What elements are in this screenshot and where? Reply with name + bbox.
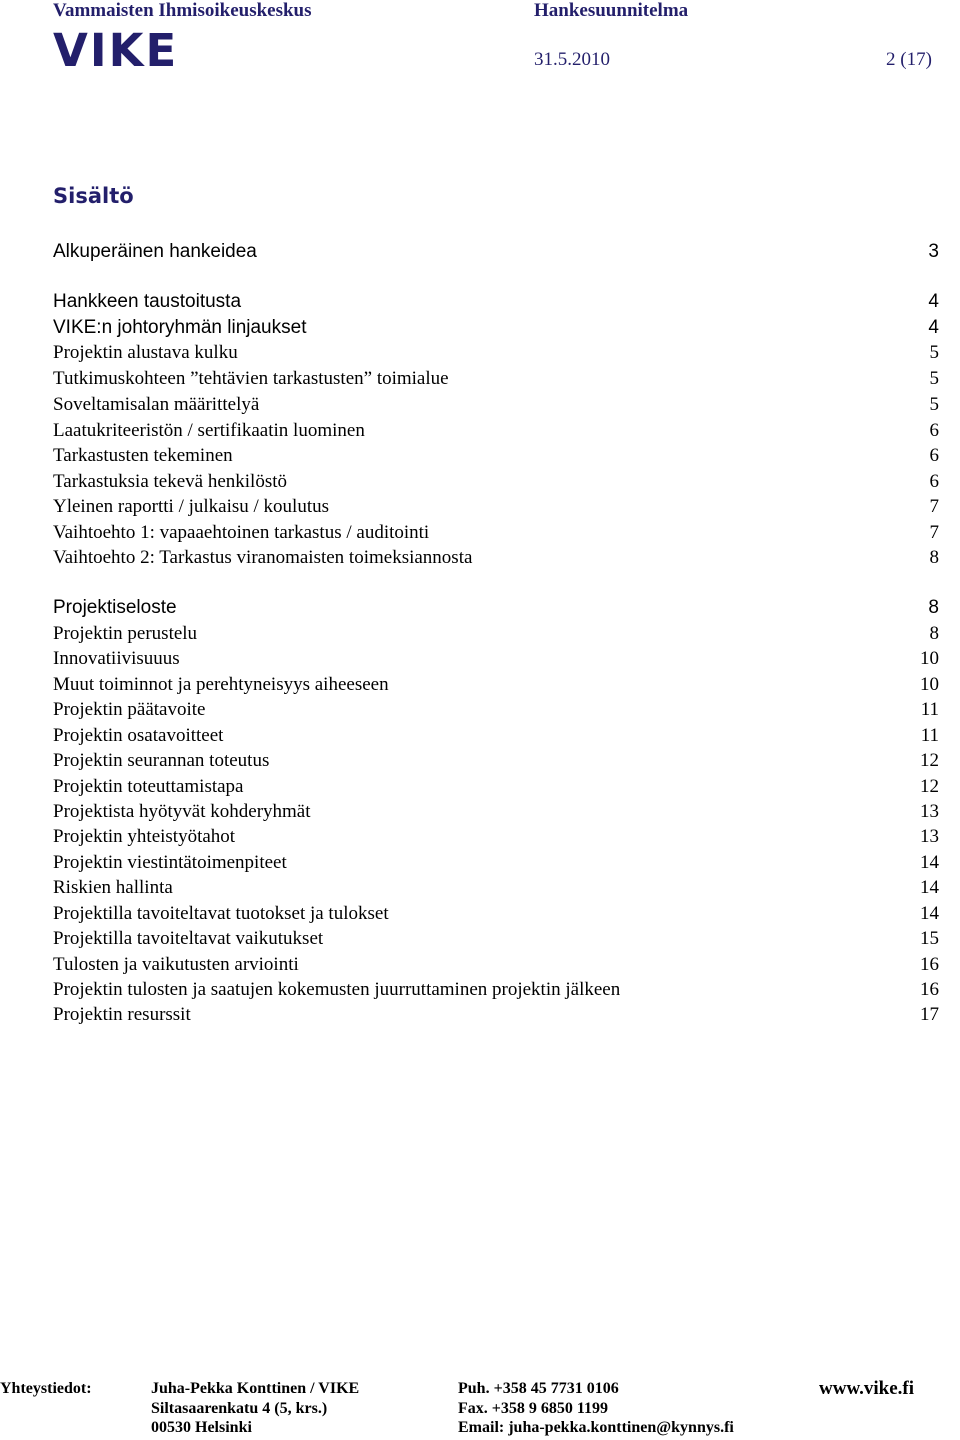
toc-entry[interactable]: [53, 445, 939, 470]
toc-entry[interactable]: [53, 317, 939, 342]
toc-entry-page: 11: [920, 725, 939, 746]
toc-entry-page: 10: [920, 674, 939, 695]
toc-entry[interactable]: [53, 394, 939, 419]
toc-entry-label: Projektin yhteistyötahot: [53, 826, 236, 847]
toc-entry[interactable]: [53, 826, 939, 851]
toc-entry[interactable]: [53, 954, 939, 979]
toc-entry[interactable]: [53, 979, 939, 1004]
toc-entry-label: Projektin toteuttamistapa: [53, 776, 244, 797]
toc-entry-label: Projektin osatavoitteet: [53, 725, 224, 746]
toc-entry-label: Tutkimuskohteen ”tehtävien tarkastusten” toimialue: [53, 368, 449, 389]
toc-entry-page: 8: [929, 623, 939, 644]
toc-entry[interactable]: [53, 648, 939, 673]
toc-entry[interactable]: [53, 496, 939, 521]
toc-entry[interactable]: [53, 750, 939, 775]
toc-entry-page: 8: [929, 547, 939, 568]
toc-entry-page: 16: [920, 954, 939, 975]
toc-entry-page: 12: [920, 750, 939, 771]
toc-entry-page: 5: [929, 368, 939, 389]
toc-entry[interactable]: [53, 342, 939, 367]
toc-entry[interactable]: [53, 776, 939, 801]
toc-entry[interactable]: [53, 241, 939, 266]
footer-fax: Fax. +358 9 6850 1199: [458, 1400, 609, 1417]
toc-entry[interactable]: [53, 368, 939, 393]
toc-entry[interactable]: [53, 597, 939, 622]
toc-entry[interactable]: [53, 420, 939, 445]
toc-entry-label: Projektista hyötyvät kohderyhmät: [53, 801, 311, 822]
footer-email[interactable]: Email: juha-pekka.konttinen@kynnys.fi: [458, 1419, 734, 1436]
toc-entry-label: Projektin tulosten ja saatujen kokemusten juurruttaminen projektin jälkeen: [53, 979, 621, 1000]
toc-entry-page: 4: [928, 291, 939, 312]
vike-logo: VIKE: [53, 24, 179, 77]
toc-entry-label: Projektilla tavoiteltavat tuotokset ja tulokset: [53, 903, 389, 924]
toc-entry-page: 4: [928, 317, 939, 338]
toc-entry-page: 14: [920, 903, 939, 924]
toc-entry-label: Projektilla tavoiteltavat vaikutukset: [53, 928, 324, 949]
toc-entry[interactable]: [53, 928, 939, 953]
header-date: 31.5.2010: [534, 49, 610, 70]
toc-entry-label: Alkuperäinen hankeidea: [53, 241, 257, 262]
toc-entry-page: 16: [920, 979, 939, 1000]
toc-entry-label: Tulosten ja vaikutusten arviointi: [53, 954, 299, 975]
toc-entry-page: 13: [920, 826, 939, 847]
toc-entry-label: Muut toiminnot ja perehtyneisyys aiheeseen: [53, 674, 389, 695]
toc-entry-page: 6: [929, 471, 939, 492]
toc-entry-label: Projektin päätavoite: [53, 699, 206, 720]
footer-label: Yhteystiedot:: [0, 1380, 92, 1397]
footer-phone: Puh. +358 45 7731 0106: [458, 1380, 619, 1397]
footer-name: Juha-Pekka Konttinen / VIKE: [151, 1380, 360, 1397]
toc-entry-page: 13: [920, 801, 939, 822]
toc-entry-label: Vaihtoehto 2: Tarkastus viranomaisten toimeksiannosta: [53, 547, 473, 568]
toc-entry-label: Riskien hallinta: [53, 877, 173, 898]
header-doc-type: Hankesuunnitelma: [534, 0, 689, 21]
toc-entry-label: VIKE:n johtoryhmän linjaukset: [53, 317, 307, 338]
toc-entry-label: Hankkeen taustoitusta: [53, 291, 242, 312]
toc-entry[interactable]: [53, 522, 939, 547]
footer-city: 00530 Helsinki: [151, 1419, 252, 1436]
toc-entry[interactable]: [53, 903, 939, 928]
toc-entry-page: 7: [929, 496, 939, 517]
toc-entry[interactable]: [53, 674, 939, 699]
toc-entry-label: Laatukriteeristön / sertifikaatin luominen: [53, 420, 365, 441]
toc-entry[interactable]: [53, 699, 939, 724]
toc-entry-page: 17: [920, 1004, 939, 1025]
header-page-number: 2 (17): [886, 49, 932, 70]
toc-entry-label: Projektiseloste: [53, 597, 177, 618]
toc-entry[interactable]: [53, 471, 939, 496]
toc-entry[interactable]: [53, 877, 939, 902]
header-org: Vammaisten Ihmisoikeuskeskus: [53, 0, 312, 21]
toc-entry-page: 8: [928, 597, 939, 618]
toc-entry-page: 14: [920, 877, 939, 898]
toc-entry-page: 6: [929, 445, 939, 466]
toc-entry-label: Innovatiivisuuus: [53, 648, 180, 669]
toc-title: Sisältö: [53, 184, 134, 208]
toc-entry-page: 11: [920, 699, 939, 720]
toc-entry[interactable]: [53, 725, 939, 750]
toc-entry-label: Projektin resurssit: [53, 1004, 191, 1025]
toc-entry-page: 6: [929, 420, 939, 441]
toc-entry-page: 10: [920, 648, 939, 669]
toc-entry-page: 7: [929, 522, 939, 543]
footer-website[interactable]: www.vike.fi: [819, 1378, 914, 1399]
toc-entry-page: 5: [929, 342, 939, 363]
toc-entry-page: 14: [920, 852, 939, 873]
toc-entry[interactable]: [53, 291, 939, 316]
toc-entry[interactable]: [53, 623, 939, 648]
toc-entry-page: 12: [920, 776, 939, 797]
footer-street: Siltasaarenkatu 4 (5, krs.): [151, 1400, 328, 1417]
toc-entry[interactable]: [53, 852, 939, 877]
toc-entry[interactable]: [53, 801, 939, 826]
toc-entry-label: Soveltamisalan määrittelyä: [53, 394, 260, 415]
toc-entry-label: Projektin viestintätoimenpiteet: [53, 852, 287, 873]
toc-entry-label: Tarkastusten tekeminen: [53, 445, 233, 466]
toc-entry[interactable]: [53, 547, 939, 572]
toc-entry-page: 15: [920, 928, 939, 949]
toc-entry-label: Projektin alustava kulku: [53, 342, 238, 363]
toc-entry-page: 5: [929, 394, 939, 415]
toc-entry-label: Vaihtoehto 1: vapaaehtoinen tarkastus / auditointi: [53, 522, 430, 543]
toc-entry[interactable]: [53, 1004, 939, 1029]
toc-entry-label: Projektin seurannan toteutus: [53, 750, 270, 771]
toc-entry-label: Yleinen raportti / julkaisu / koulutus: [53, 496, 329, 517]
toc-entry-label: Projektin perustelu: [53, 623, 198, 644]
toc-entry-page: 3: [928, 241, 939, 262]
toc-entry-label: Tarkastuksia tekevä henkilöstö: [53, 471, 287, 492]
